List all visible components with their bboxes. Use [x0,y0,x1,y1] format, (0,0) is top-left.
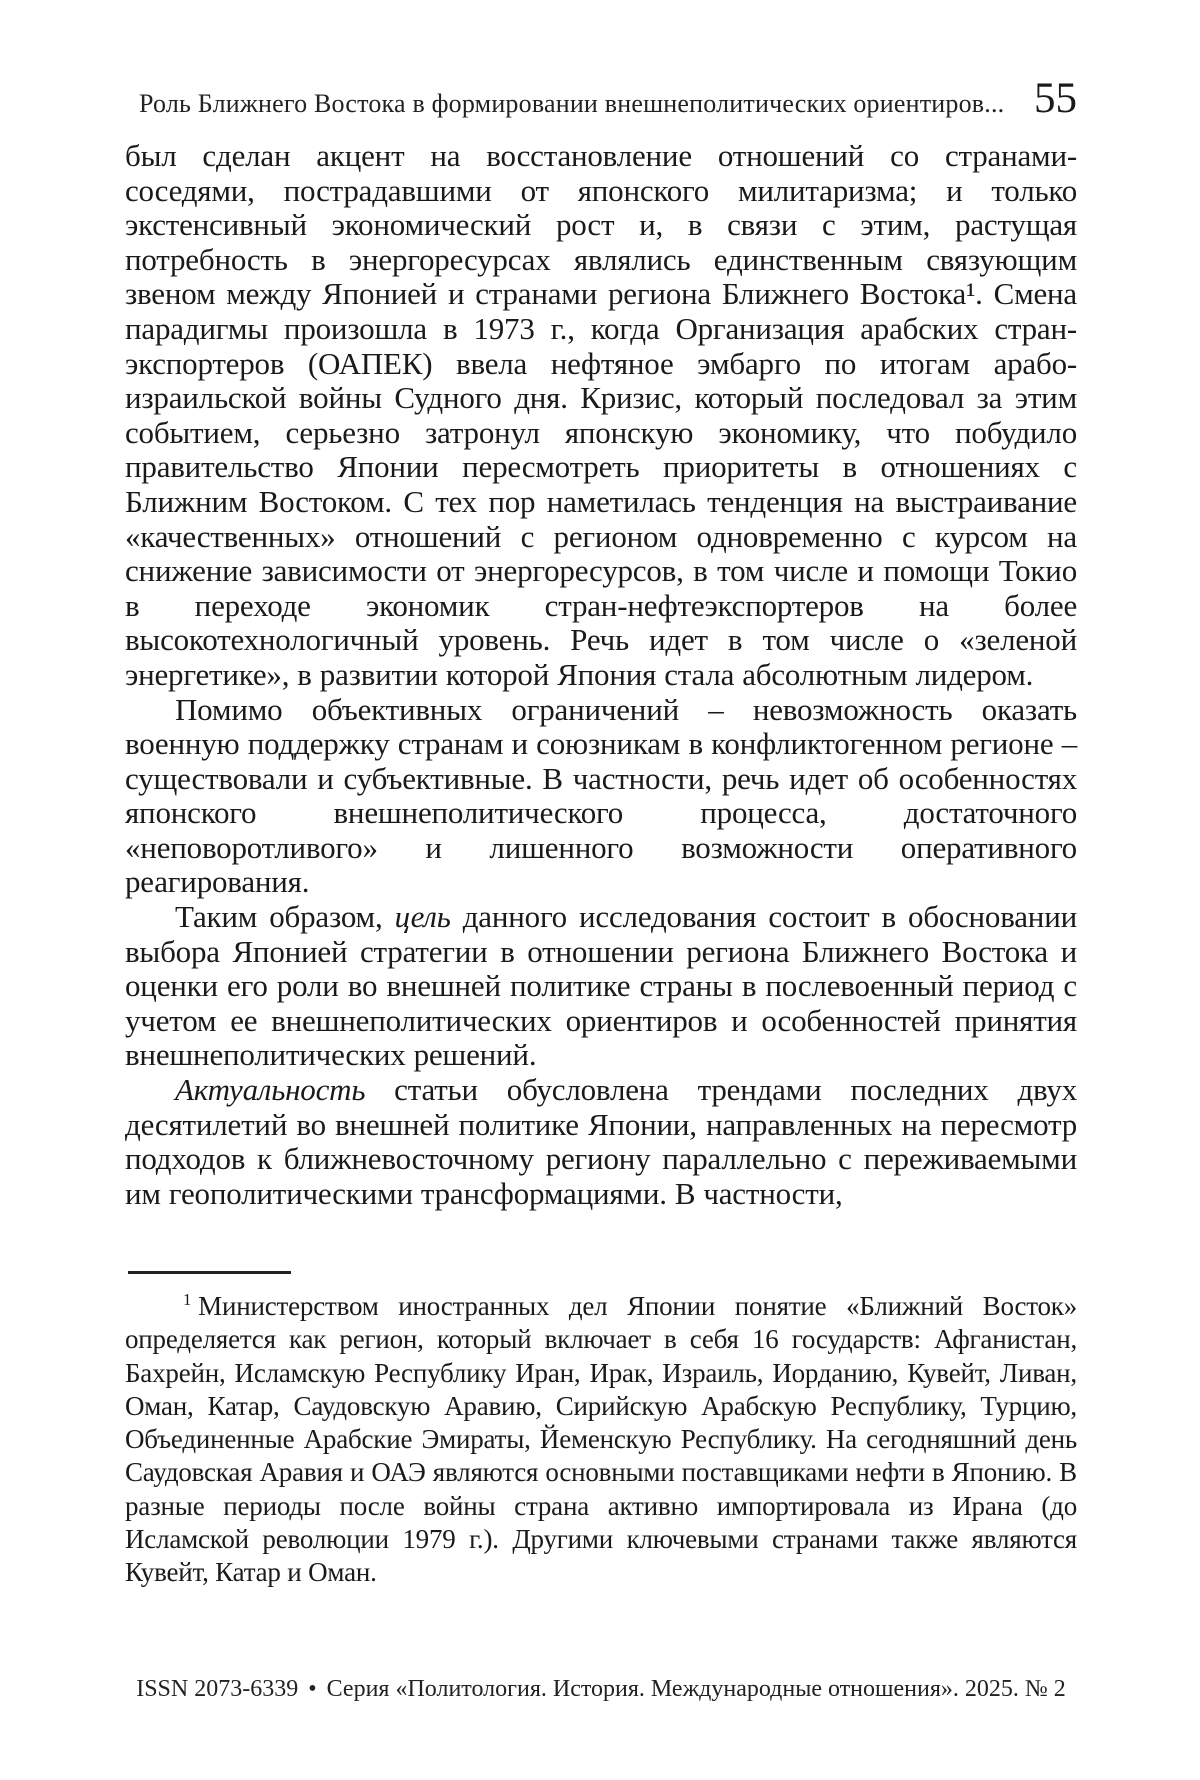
body-paragraph [125,900,1077,1073]
footnote-marker: 1 [183,1290,192,1309]
text-segment: Таким образом, [175,899,395,935]
text-segment: статьи обусловлена трендами последних двух десятилетий во внешней политике Японии, направленных на пересмотр подходов к ближневосточному региону параллельно с переживаемыми им геополитическими трансформациями. В частности, [125,1072,1077,1211]
text-segment: был сделан акцент на восстановление отношений со странами-соседями, пострадавшими от японского милитаризма; и только экстенсивный экономический рост и, в связи с этим, растущая потребность в энергоресурсах являлись единственным связующим звеном между Японией и странами региона Ближнего Востока¹. Смена парадигмы произошла в 1973 г., когда Организация арабских стран-экспортеров (ОАПЕК) ввела нефтяное эмбарго по итогам арабо-израильской войны Судного дня. Кризис, который последовал за этим событием, серьезно затронул японскую экономику, что побудило правительство Японии пересмотреть приоритеты в отношениях с Ближним Востоком. С тех пор наметилась тенденция на выстраивание «качественных» отношений с регионом одновременно с курсом на снижение зависимости от энергоресурсов, в том числе и помощи Токио в переходе экономик стран-нефтеэкспортеров на более высокотехнологичный уровень. Речь идет в том числе о «зеленой энергетике», в развитии которой Япония стала абсолютным лидером. [125,138,1077,692]
footer-series: Серия «Политология. История. Международные отношения». 2025. № 2 [326,1676,1066,1702]
body-paragraph [125,1073,1077,1211]
italic-text-segment: цель [394,899,451,935]
body-paragraph [125,693,1077,901]
footnote-paragraph [125,1290,1077,1590]
footnote [125,1290,1077,1590]
italic-text-segment: Актуальность [175,1072,366,1108]
body-paragraph [125,139,1077,693]
journal-footer [125,1676,1077,1703]
running-header [125,74,1077,123]
footer-separator: • [308,1676,317,1702]
footnote-separator [128,1271,291,1274]
page-number: 55 [1034,75,1077,122]
text-segment: данного исследования состоит в обосновании выбора Японией стратегии в отношении региона Ближнего Востока и оценки его роли во внешней политике страны в послевоенный период с учетом ее внешнеполитических ориентиров и особенностей принятия внешнеполитических решений. [125,899,1077,1073]
running-title: Роль Ближнего Востока в формировании внешнеполитических ориентиров... [139,89,1005,118]
text-segment: Помимо объективных ограничений – невозможность оказать военную поддержку странам и союзникам в конфликтогенном регионе – существовали и субъективные. В частности, речь идет об особенностях японского внешнеполитического процесса, достаточного «неповоротливого» и лишенного возможности оперативного реагирования. [125,691,1077,900]
article-text [125,139,1077,1211]
footer-issn: ISSN 2073-6339 [136,1676,299,1702]
footnote-text: Министерством иностранных дел Японии понятие «Ближний Восток» определяется как регион, который включает в себя 16 государств: Афганистан, Бахрейн, Исламскую Республику Иран, Ирак, Израиль, Иорданию, Кувейт, Ливан, Оман, Катар, Саудовскую Аравию, Сирийскую Арабскую Республику, Турцию, Объединенные Арабские Эмираты, Йеменскую Республику. На сегодняшний день Саудовская Аравия и ОАЭ являются основными поставщиками нефти в Японию. В разные периоды после войны страна активно импортировала из Ирана (до Исламской революции 1979 г.). Другими ключевыми странами также являются Кувейт, Катар и Оман. [125,1291,1077,1588]
